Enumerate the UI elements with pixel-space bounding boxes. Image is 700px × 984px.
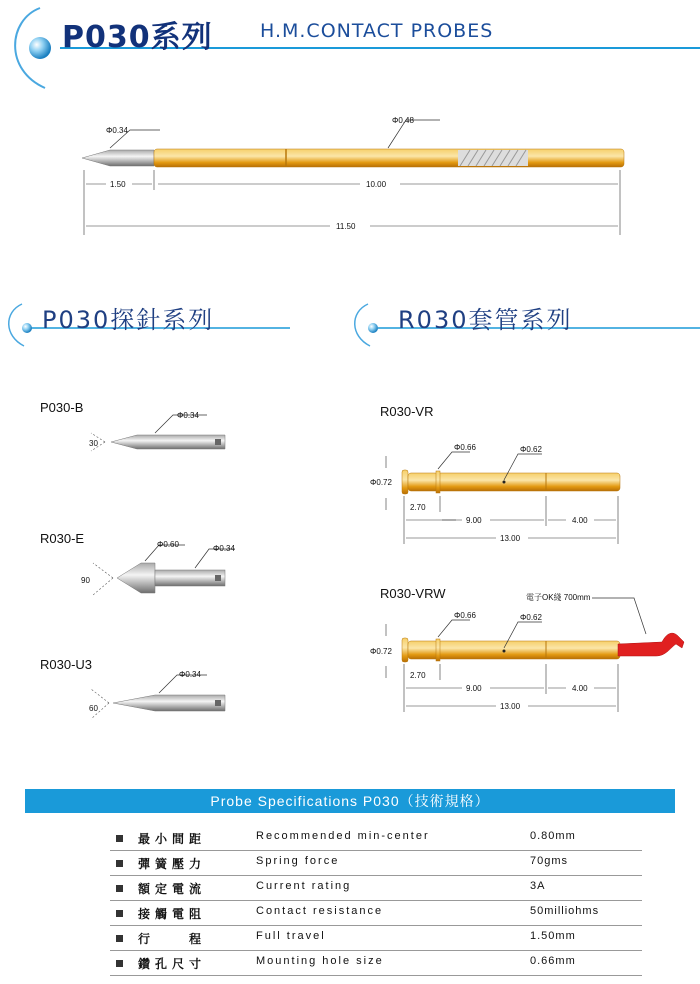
vrw-l2: 9.00 xyxy=(466,684,482,693)
spec-en-label: Mounting hole size xyxy=(256,955,384,967)
spec-value: 3A xyxy=(530,880,546,892)
spec-zh-label: 接觸電阻 xyxy=(138,907,207,921)
receptacle-series-title: R030套管系列 xyxy=(398,306,573,334)
vrw-flange-diameter: Φ0.72 xyxy=(370,647,392,656)
spec-zh-label: 行 程 xyxy=(138,932,207,946)
bullet-icon xyxy=(116,835,123,842)
probe-b-diameter: Φ0.34 xyxy=(177,411,199,420)
spec-row xyxy=(110,876,642,901)
body-length-label: 10.00 xyxy=(366,180,387,189)
spec-value: 1.50mm xyxy=(530,930,576,942)
spec-en-label: Recommended min-center xyxy=(256,830,430,842)
probe-u3-angle: 60 xyxy=(89,704,98,713)
spec-en-label: Contact resistance xyxy=(256,905,384,917)
spec-zh-label: 最小間距 xyxy=(138,832,207,846)
spec-zh-label: 彈簧壓力 xyxy=(138,857,207,871)
probe-model-u3: R030-U3 xyxy=(40,657,93,672)
vrw-l1: 2.70 xyxy=(410,671,426,680)
probe-u3-diameter: Φ0.34 xyxy=(179,670,201,679)
receptacle-vr-diagram xyxy=(366,436,626,546)
spec-zh-label: 額定電流 xyxy=(138,882,207,896)
bullet-icon xyxy=(116,935,123,942)
tip-length-label: 1.50 xyxy=(110,180,126,189)
spec-en-label: Full travel xyxy=(256,930,326,942)
spec-row xyxy=(110,826,642,851)
probe-model-b: P030-B xyxy=(40,400,84,415)
main-probe-diagram xyxy=(70,110,640,240)
probe-e-diagram xyxy=(75,535,245,610)
probe-b-angle: 30 xyxy=(89,439,98,448)
body-diameter-label: Φ0.48 xyxy=(392,116,414,125)
vrw-wire-note: 電子OK綫 700mm xyxy=(526,593,591,602)
vrw-total: 13.00 xyxy=(500,702,521,711)
spec-en-label: Spring force xyxy=(256,855,340,867)
spec-row xyxy=(110,951,642,976)
vr-d2-diameter: Φ0.62 xyxy=(520,445,542,454)
vr-l1: 2.70 xyxy=(410,503,426,512)
bullet-icon xyxy=(116,960,123,967)
spec-en-label: Current rating xyxy=(256,880,352,892)
spec-row xyxy=(110,926,642,951)
spec-value: 70gms xyxy=(530,855,569,867)
spec-value: 0.80mm xyxy=(530,830,576,842)
vr-d1-diameter: Φ0.66 xyxy=(454,443,476,452)
total-length-label: 11.50 xyxy=(336,222,356,231)
spec-zh-label: 鑽孔尺寸 xyxy=(138,957,207,971)
vrw-d2-diameter: Φ0.62 xyxy=(520,613,542,622)
probe-e-diameter: Φ0.34 xyxy=(213,544,235,553)
page-subtitle: H.M.CONTACT PROBES xyxy=(260,20,494,42)
receptacle-model-vrw: R030-VRW xyxy=(380,586,446,601)
bullet-icon xyxy=(116,885,123,892)
probe-e-angle: 90 xyxy=(81,576,90,585)
spec-value: 0.66mm xyxy=(530,955,576,967)
vrw-l3: 4.00 xyxy=(572,684,588,693)
probe-u3-diagram xyxy=(85,665,235,725)
spec-title-bar: Probe Specifications P030（技術規格） xyxy=(25,789,675,813)
probe-e-head-diameter: Φ0.60 xyxy=(157,540,179,549)
receptacle-vrw-diagram xyxy=(366,590,700,715)
tip-diameter-label: Φ0.34 xyxy=(106,126,128,135)
vr-l2: 9.00 xyxy=(466,516,482,525)
probe-series-title: P030探針系列 xyxy=(42,306,215,334)
spec-row xyxy=(110,901,642,926)
spec-row xyxy=(110,851,642,876)
bullet-icon xyxy=(116,860,123,867)
probe-model-e: R030-E xyxy=(40,531,85,546)
vr-l3: 4.00 xyxy=(572,516,588,525)
vr-flange-diameter: Φ0.72 xyxy=(370,478,392,487)
bullet-icon xyxy=(116,910,123,917)
spec-value: 50milliohms xyxy=(530,905,600,917)
probe-b-diagram xyxy=(85,405,235,465)
vr-total: 13.00 xyxy=(500,534,521,543)
vrw-d1-diameter: Φ0.66 xyxy=(454,611,476,620)
receptacle-model-vr: R030-VR xyxy=(380,404,434,419)
page-title: P030系列 xyxy=(62,20,213,55)
